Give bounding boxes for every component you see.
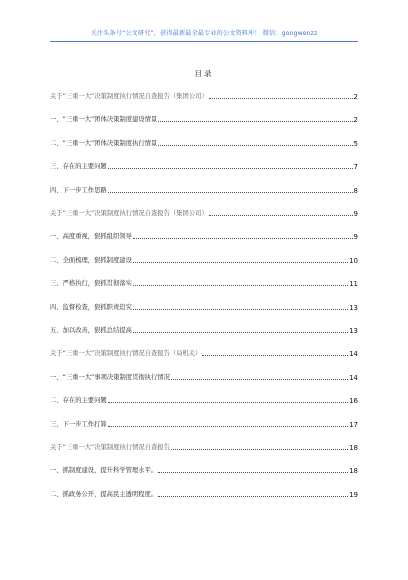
- toc-entry[interactable]: [50, 368, 358, 382]
- toc-entry[interactable]: [50, 391, 358, 405]
- toc-entry[interactable]: [50, 227, 358, 241]
- toc-entry-label: 二、“三重一大”团体决策制度执行情景: [50, 140, 158, 147]
- toc-leader-dots: [133, 285, 348, 286]
- toc-entry-page-number: 13: [349, 304, 358, 312]
- toc-leader-dots: [108, 426, 348, 427]
- toc-entry[interactable]: [50, 415, 358, 429]
- toc-entry-page-number: 7: [353, 163, 358, 171]
- toc-title: 目录: [194, 69, 214, 78]
- toc-entry[interactable]: [50, 344, 358, 358]
- toc-entry-label: 四、监督检查，狠抓职责追究: [50, 304, 132, 311]
- toc-entry[interactable]: [50, 298, 358, 312]
- toc-entry-label: 四、下一步工作思路: [50, 187, 107, 194]
- toc-entry-page-number: 18: [349, 467, 358, 475]
- toc-leader-dots: [158, 496, 348, 497]
- toc-entry[interactable]: [50, 321, 358, 335]
- toc-entry-label: 二、存在的主要问题: [50, 397, 107, 404]
- toc-entry-page-number: 9: [353, 210, 358, 218]
- toc-entry-page-number: 11: [349, 280, 358, 288]
- toc-entry[interactable]: [50, 485, 358, 499]
- toc-leader-dots: [158, 121, 352, 122]
- toc-leader-dots: [202, 355, 348, 356]
- toc-leader-dots: [171, 379, 348, 380]
- toc-entry-label: 一、“三重一大”团体决策制度建设情景: [50, 116, 158, 123]
- toc-leader-dots: [108, 168, 353, 169]
- toc-entry-label: 三、存在的主要问题: [50, 163, 107, 170]
- toc-entry-page-number: 9: [353, 233, 358, 241]
- toc-entry-label: 关于“三重一大”决策制度执行情况自查报告（集团公司）: [50, 93, 208, 100]
- toc-entry-label: 关于“三重一大”决策制度执行情况自查报告: [50, 444, 170, 451]
- toc-entry[interactable]: [50, 110, 358, 124]
- toc-entry[interactable]: [50, 274, 358, 288]
- toc-entry-page-number: 14: [349, 350, 358, 358]
- toc-entry[interactable]: [50, 134, 358, 148]
- toc-entry[interactable]: [50, 438, 358, 452]
- toc-entry-label: 三、严格执行，狠抓贯彻落实: [50, 280, 132, 287]
- toc-entry[interactable]: [50, 251, 358, 265]
- toc-leader-dots: [158, 472, 348, 473]
- toc-entry-page-number: 8: [353, 187, 358, 195]
- toc-entry[interactable]: [50, 461, 358, 475]
- header-rule: [50, 41, 358, 42]
- toc-entry-page-number: 16: [349, 397, 358, 405]
- toc-entry-label: 五、加以改善，狠抓总结提高: [50, 327, 132, 334]
- toc-leader-dots: [133, 309, 348, 310]
- toc-leader-dots: [209, 215, 353, 216]
- toc-entry-page-number: 14: [349, 374, 358, 382]
- toc-entry-label: 一、抓制度建设，提升科学管理水平。: [50, 467, 158, 474]
- toc-entry-label: 关于“三重一大”决策制度执行情况自查报告（局机关）: [50, 350, 202, 357]
- toc-leader-dots: [108, 192, 353, 193]
- toc-entry-page-number: 5: [353, 140, 358, 148]
- toc-entry[interactable]: [50, 87, 358, 101]
- toc-leader-dots: [108, 402, 348, 403]
- toc-entry-page-number: 13: [349, 327, 358, 335]
- toc-entry-label: 二、抓政务公开，提高民主透明程度。: [50, 491, 158, 498]
- toc-entry-label: 二、全面梳理，狠抓制度建设: [50, 257, 132, 264]
- toc-entry-label: 三、下一步工作打算: [50, 421, 107, 428]
- toc-leader-dots: [133, 238, 353, 239]
- toc-leader-dots: [171, 449, 348, 450]
- toc-entry-label: 一、“三重一大”事项决策制度贯彻执行情况: [50, 374, 170, 381]
- toc-leader-dots: [209, 98, 353, 99]
- header-note: 关注头条号“公文研究”，获得最新最全最专业的公文资料库！ 微信：gongwenzz: [90, 30, 318, 37]
- toc-entry-page-number: 17: [349, 421, 358, 429]
- toc-entry-page-number: 18: [349, 444, 358, 452]
- toc-entry-page-number: 10: [349, 257, 358, 265]
- toc-entry[interactable]: [50, 204, 358, 218]
- toc-entry-label: 关于“三重一大”决策制度执行情况自查报告（集团公司）: [50, 210, 208, 217]
- toc-entry-label: 一、高度重视，狠抓组织领导: [50, 233, 132, 240]
- toc-entry-page-number: 19: [349, 491, 358, 499]
- toc-entry-page-number: 2: [353, 93, 358, 101]
- toc-entry-page-number: 2: [353, 116, 358, 124]
- toc-entry[interactable]: [50, 181, 358, 195]
- toc-leader-dots: [158, 145, 352, 146]
- toc-leader-dots: [133, 262, 348, 263]
- toc-leader-dots: [133, 332, 348, 333]
- toc-entry[interactable]: [50, 157, 358, 171]
